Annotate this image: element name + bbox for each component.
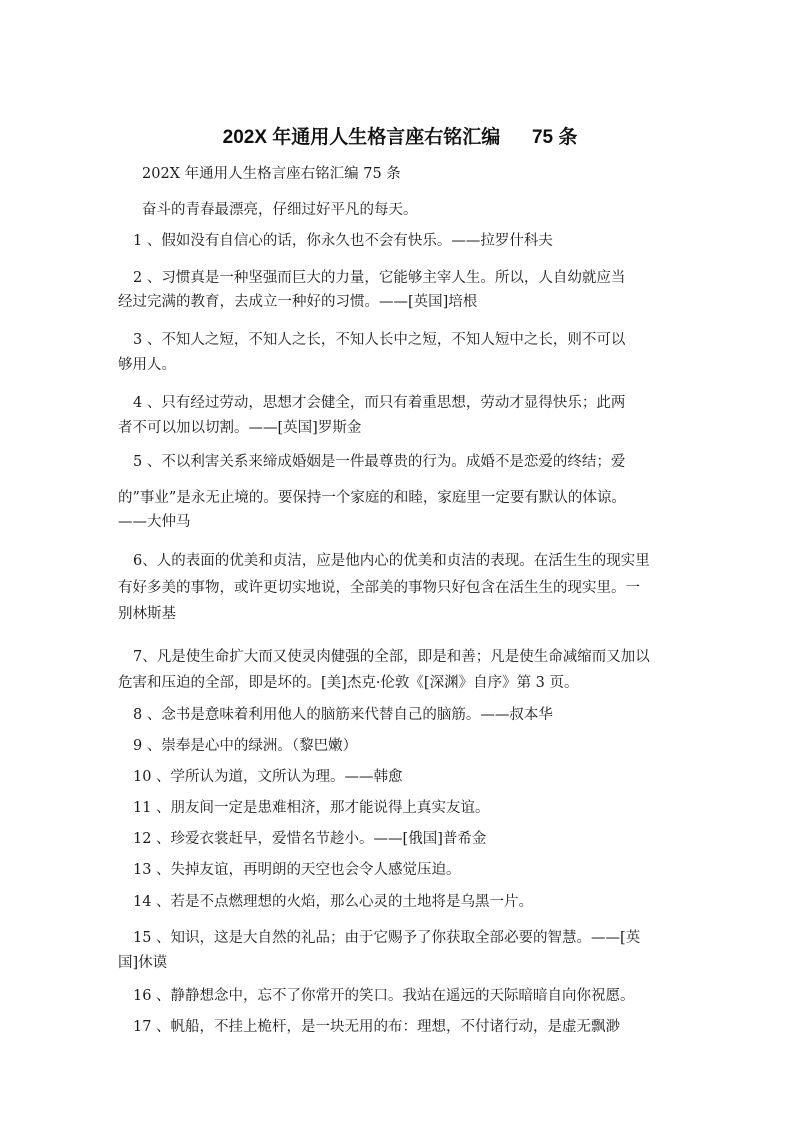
text-line: 14 、若是不点燃理想的火焰，那么心灵的土地将是乌黑一片。 <box>133 894 534 910</box>
text-line: 8 、念书是意味着利用他人的脑筋来代替自己的脑筋。——叔本华 <box>133 707 553 723</box>
text-line: 3 、不知人之短，不知人之长，不知人长中之短，不知人短中之长，则不可以 <box>133 332 626 348</box>
text-line: 经过完满的教育，去成立一种好的习惯。——[英国]培根 <box>118 294 478 310</box>
text-line: 2 、习惯真是一种坚强而巨大的力量，它能够主宰人生。所以，人自幼就应当 <box>133 270 626 286</box>
text-line: 有好多美的事物，或许更切实地说，全部美的事物只好包含在活生生的现实里。一 <box>118 580 640 596</box>
text-line: 7、凡是使生命扩大而又使灵肉健强的全部，即是和善；凡是使生命减缩而又加以 <box>133 649 650 665</box>
text-line: 者不可以加以切割。——[英国]罗斯金 <box>118 420 362 436</box>
text-line: 10 、学所认为道，文所认为理。——韩愈 <box>133 769 403 785</box>
text-line: 5 、不以利害关系来缔成婚姻是一件最尊贵的行为。成婚不是恋爱的终结；爱 <box>133 454 626 470</box>
text-line: 15 、知识，这是大自然的礼品；由于它赐予了你获取全部必要的智慧。——[英 <box>133 930 641 946</box>
text-line: 16 、静静想念中，忘不了你常开的笑口。我站在遥远的天际暗暗自向你祝愿。 <box>133 988 635 1004</box>
text-line: 够用人。 <box>118 357 176 373</box>
text-line: 4 、只有经过劳动，思想才会健全，而只有着重思想，劳动才显得快乐；此两 <box>133 395 626 411</box>
text-line: 11 、朋友间一定是患难相济，那才能说得上真实友谊。 <box>133 800 490 816</box>
text-line: 6、人的表面的优美和贞洁，应是他内心的优美和贞洁的表现。在活生生的现实里 <box>133 553 650 569</box>
text-line: 1 、假如没有自信心的话，你永久也不会有快乐。——拉罗什科夫 <box>133 233 553 249</box>
text-line: 12 、珍爱衣裳赶早，爱惜名节趁小。——[俄国]普希金 <box>133 831 487 847</box>
text-line: 国]休谟 <box>118 955 168 971</box>
text-line: 13 、失掉友谊，再明朗的天空也会令人感觉压迫。 <box>133 862 461 878</box>
text-line: 17 、帆船，不挂上桅杆，是一块无用的布：理想，不付诸行动，是虚无飘渺 <box>133 1019 621 1035</box>
text-line: ——大仲马 <box>118 514 191 530</box>
text-line: 9 、崇奉是心中的绿洲。（黎巴嫩） <box>133 738 358 754</box>
text-line: 危害和压迫的全部，即是坏的。[美]杰克·伦敦《[深渊》自序》第 3 页。 <box>118 675 579 691</box>
text-line: 的”事业”是永无止境的。要保持一个家庭的和睦，家庭里一定要有默认的体谅。 <box>118 490 626 506</box>
text-line: 别林斯基 <box>118 606 176 622</box>
intro-line: 奋斗的青春最漂亮，仔细过好平凡的每天。 <box>142 202 418 218</box>
page-title: 202X 年通用人生格言座右铭汇编 75 条 <box>222 127 578 148</box>
subtitle: 202X 年通用人生格言座右铭汇编 75 条 <box>142 166 401 182</box>
